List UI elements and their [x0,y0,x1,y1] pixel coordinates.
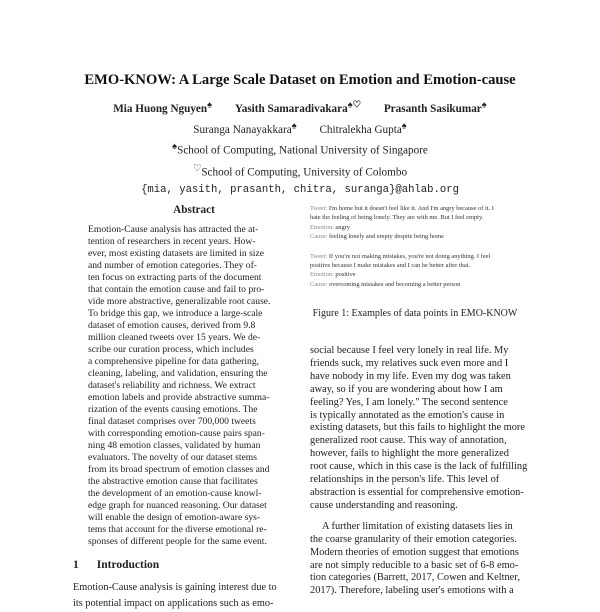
abstract-body [88,224,300,548]
text-line: sponses of different people for the same event. [88,536,267,547]
text-line: friends suck, my relatives suck even more and I [310,357,509,369]
text-line: edge graph for nuanced reasoning. Our dataset [88,500,267,511]
author-name: Mia Huong Nguyen [113,102,208,115]
text-line: ning 48 emotion classes, validated by human [88,440,261,451]
emotion-label: Emotion: [310,271,334,279]
text-line: relationships in the person's life. This level of [310,474,500,486]
figure-1 [310,204,520,289]
text-line: vide more abstractive, generalizable root cause. [88,296,271,307]
author-row-1 [0,97,600,118]
text-line: however, fails to highlight the more generalized [310,448,509,460]
text-line: cleaning, labeling, and validation, ensuring the [88,368,268,379]
author-name: Prasanth Sasikumar [383,102,482,115]
text-line: from its broad spectrum of emotion classes and [88,464,270,475]
text-line: tems that account for the diverse emotional re- [88,524,267,535]
cause-line [310,280,520,289]
text-line: emotion labels and provide abstractive summa- [88,392,270,403]
author-emails: {mia, yasith, prasanth, chitra, suranga}@ahlab.org [141,183,459,196]
affiliation-mark: ♡ [192,163,202,174]
text-line: its potential impact on applications such as emo- [73,598,274,609]
text-line: the development of an emotion-cause knowl- [88,488,262,499]
tweet-text: I'm home but it doesn't feel like it. And I'm angry because of it. I [328,205,494,212]
section-title: Introduction [96,559,160,571]
text-line: cause understanding and reasoning. [310,499,458,511]
paragraph-gap [310,513,525,521]
text-line: generalized root cause. This way of annotation, [310,435,507,447]
tweet-line [310,204,520,213]
author [383,100,487,115]
text-line: Emotion-Cause analysis is gaining interest due to [73,582,277,593]
paper-title: EMO-KNOW: A Large Scale Dataset on Emotion and Emotion-cause [84,72,516,88]
section-heading-introduction [73,558,177,572]
text-line: that contain the emotion cause and fail to pro- [88,284,265,295]
tweet-label: Tweet: [310,205,328,212]
text-line: a comprehensive pipeline for data gathering, [88,356,260,367]
tweet-line [310,213,520,222]
cause-value: feeling lonely and empty despite being home [329,233,445,241]
author-name: Suranga Nanayakkara [193,123,292,136]
tweet-text: If you're not making mistakes, you're not doing anything. I feel [328,252,491,260]
affiliation-mark: ♠ [481,100,487,110]
tweet-text: hate the feeling of being lonely. They are with me. But I feel empty. [310,214,484,222]
right-column-body [310,345,528,598]
text-line: Modern theories of emotion suggest that emotions [310,546,519,558]
text-line: feeling? Yes, I am lonely." The second sentence [310,396,508,408]
text-line: scribe our curation process, which includes [88,344,254,355]
affiliation-mark: ♠ [207,100,213,110]
introduction-body [73,580,301,612]
emotion-line [310,223,520,232]
affiliation-text: School of Computing, National University of Singapore [177,145,428,158]
tweet-line [310,252,520,261]
cause-label: Cause: [310,233,328,241]
author-block [0,97,600,199]
text-line: Emotion-Cause analysis has attracted the at- [88,224,259,235]
affiliation-text: School of Computing, University of Colombo [201,166,408,179]
text-line: A further limitation of existing datasets lies in [322,520,513,532]
text-line: million cleaned tweets over 15 years. We de- [88,332,261,343]
text-line: the abstractive emotion cause that facilitates [88,476,258,487]
text-line: abstraction is essential for comprehensive emotion- [310,486,524,498]
emotion-label: Emotion: [310,223,334,231]
text-line: final dataset comprises over 700,000 tweets [88,416,256,427]
text-line: evaluators. The novelty of our dataset stems [88,452,258,463]
text-line: rization of the events causing emotions. The [88,404,258,415]
affiliation-mark: ♠ [401,121,407,132]
text-line: ten focus on extracting parts of the document [88,272,262,283]
text-line: the coarse granularity of their emotion categories. [310,533,517,545]
section-number: 1 [73,559,79,571]
author [234,100,362,115]
text-line: with corresponding emotion-cause pairs span- [88,428,265,439]
affiliation [0,161,600,182]
affiliation-mark: ♠ [172,142,178,153]
emotion-line [310,270,520,279]
tweet-line [310,261,520,270]
tweet-label: Tweet: [310,252,328,260]
affiliation-mark: ♠ [291,121,297,132]
example-data-point [310,204,520,242]
abstract-heading: Abstract [173,204,215,216]
author [113,100,213,115]
text-line: ever, most existing datasets are limited in size [88,248,264,259]
cause-value: overcoming mistakes and becoming a better person [329,280,461,288]
text-line: and number of emotion categories. They of- [88,260,257,271]
emotion-value: angry [335,223,350,231]
text-line: existing datasets, but this fails to highlight the more [310,422,526,434]
emotion-value: positive [335,271,356,279]
text-line: are not simply reducible to a basic set of 6-8 emo- [310,559,519,571]
cause-line [310,232,520,241]
example-gap [310,242,520,252]
author-name: Yasith Samaradivakara [234,102,348,115]
affiliation-mark: ♠♡ [347,100,362,110]
author-name: Chitralekha Gupta [319,123,402,136]
figure-caption: Figure 1: Examples of data points in EMO-KNOW [312,308,518,319]
text-line: will enable the design of emotion-aware sys- [88,512,261,523]
example-data-point [310,252,520,290]
text-line: social because I feel very lonely in real life. My [310,345,509,356]
text-line: tion categories (Barrett, 2017, Cowen and Keltner, [310,572,520,584]
author [193,121,297,136]
text-line: tention of researchers in recent years. How- [88,236,256,247]
affiliation [0,139,600,160]
author-row-2 [0,118,600,139]
text-line: is typically annotated as the emotion's cause in [310,409,505,421]
cause-label: Cause: [310,280,328,288]
tweet-text: positive because I make mistakes and I can be better after that. [310,262,471,270]
text-line: 2017). Therefore, labeling user's emotions with a [310,585,514,597]
text-line: have nobody in my life. Even my dog was taken [310,370,511,382]
author [319,121,407,136]
text-line: root cause, which in this case is the lack of fulfilling [310,461,528,473]
text-line: away, so if you are wondering about how I am [310,383,503,395]
text-line: dataset's reliability and richness. We extract [88,380,256,391]
text-line: dataset of emotion causes, derived from 9.8 [88,320,256,331]
text-line: To bridge this gap, we introduce a large-scale [88,308,263,319]
